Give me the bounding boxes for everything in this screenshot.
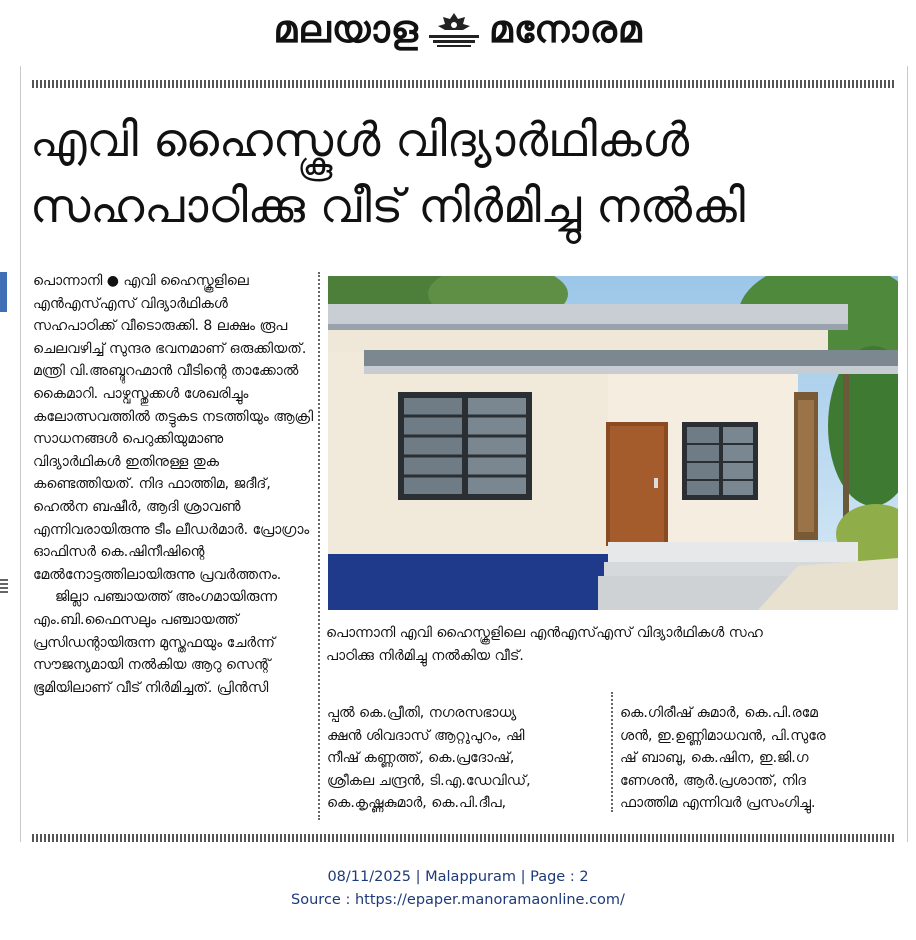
middle-line-5: കെ.കൃഷ്ണകുമാർ, കെ.പി.ദീപ, bbox=[327, 795, 507, 812]
middle-line-2: ക്ഷൻ ശിവദാസ് ആറ്റുപുറം, ഷി bbox=[327, 727, 525, 744]
article-right-column bbox=[620, 702, 896, 815]
right-line-5: ഫാത്തിമ എന്നിവർ പ്രസംഗിച്ചു. bbox=[620, 795, 816, 812]
right-line-3: ഷ് ബാബു, കെ.ഷിന, ഇ.ജി.ഗ bbox=[620, 750, 809, 767]
middle-line-4: ശ്രീകല ചന്ദ്രൻ, ടി.എ.ഡേവിഡ്, bbox=[327, 772, 531, 789]
caption-line-1: പൊന്നാനി എവി ഹൈസ്കൂളിലെ എൻഎസ്എസ് വിദ്യാർഥികൾ സഹ bbox=[326, 625, 763, 641]
top-dotted-rule bbox=[32, 80, 896, 88]
column-divider-lower bbox=[611, 692, 613, 812]
caption-line-2: പാഠിക്കു നിർമിച്ചു നൽകിയ വീട്. bbox=[326, 648, 524, 664]
footer-source-link[interactable]: Source : https://epaper.manoramaonline.com/ bbox=[291, 892, 625, 908]
right-line-1: കെ.ഗിരീഷ് കുമാർ, കെ.പി.രമേ bbox=[620, 705, 818, 721]
right-line-4: ണേശൻ, ആർ.പ്രശാന്ത്, നിദ bbox=[620, 772, 806, 789]
house-illustration bbox=[328, 276, 898, 610]
headline-line-2: സഹപാഠിക്കു വീട് നിർമിച്ചു നൽകി bbox=[30, 179, 746, 234]
middle-line-3: നീഷ് കണ്ണത്ത്, കെ.പ്രദോഷ്, bbox=[327, 750, 515, 767]
article-left-column bbox=[33, 270, 315, 699]
page-edge-tab bbox=[0, 272, 7, 312]
right-line-2: ശൻ, ഇ.ഉണ്ണിമാധവൻ, പി.സുരേ bbox=[620, 727, 826, 744]
article-paragraph-2: ജില്ലാ പഞ്ചായത്ത് അംഗമായിരുന്ന എം.ബി.ഫൈസലും പഞ്ചായത്ത് പ്രസിഡന്റായിരുന്ന മുസ്തഫയും ചേർന്ന് സൗജന്യമായി നൽകിയ ആറു സെന്റ് ഭൂമിയിലാണ് വീട് നിർമിച്ചത്. പ്രിൻസി bbox=[33, 589, 278, 696]
masthead-title-left: മലയാള bbox=[273, 7, 419, 51]
article-middle-column bbox=[327, 702, 607, 815]
photo-caption bbox=[326, 622, 898, 668]
headline-line-1: എവി ഹൈസ്കൂൾ വിദ്യാർഥികൾ bbox=[30, 113, 690, 168]
masthead-title-right: മനോരമ bbox=[488, 7, 643, 51]
page-edge-marker bbox=[0, 579, 8, 593]
article-paragraph-1: പൊന്നാനി ● എവി ഹൈസ്കൂളിലെ എൻഎസ്എസ് വിദ്യാർഥികൾ സഹപാഠിക്ക് വീടൊരുക്കി. 8 ലക്ഷം രൂപ ചെലവഴിച്ച് സുന്ദര ഭവനമാണ് ഒരുക്കിയത്. മന്ത്രി വി.അബ്ദുറഹ്മാൻ വീടിന്റെ താക്കോൽ കൈമാറി. പാഴ്വസ്തുക്കൾ ശേഖരിച്ചും കലോത്സവത്തിൽ തട്ടുകട നടത്തിയും ആക്രി സാധനങ്ങൾ പെറുക്കിയുമാണു വിദ്യാർഥികൾ ഇതിനുള്ള തുക കണ്ടെത്തിയത്. നിദ ഫാത്തിമ, ജദീദ്, ഹെൽന ബഷീർ, ആദി ശ്രാവൺ എന്നിവരായിരുന്നു ടീം ലീഡർമാർ. പ്രോഗ്രാം ഓഫിസർ കെ.ഷിനീഷിന്റെ മേൽനോട്ടത്തിലായിരുന്നു പ്രവർത്തനം. bbox=[33, 273, 314, 583]
bottom-dotted-rule bbox=[32, 834, 896, 842]
footer-edition-info: 08/11/2025 | Malappuram | Page : 2 bbox=[327, 869, 589, 885]
house-photo bbox=[328, 276, 898, 610]
column-divider bbox=[318, 272, 320, 820]
masthead bbox=[0, 0, 916, 58]
middle-line-1: പ്പൽ കെ.പ്രീതി, നഗരസഭാധ്യ bbox=[327, 705, 517, 721]
article-headline bbox=[30, 108, 890, 240]
manorama-emblem-icon bbox=[425, 9, 483, 49]
